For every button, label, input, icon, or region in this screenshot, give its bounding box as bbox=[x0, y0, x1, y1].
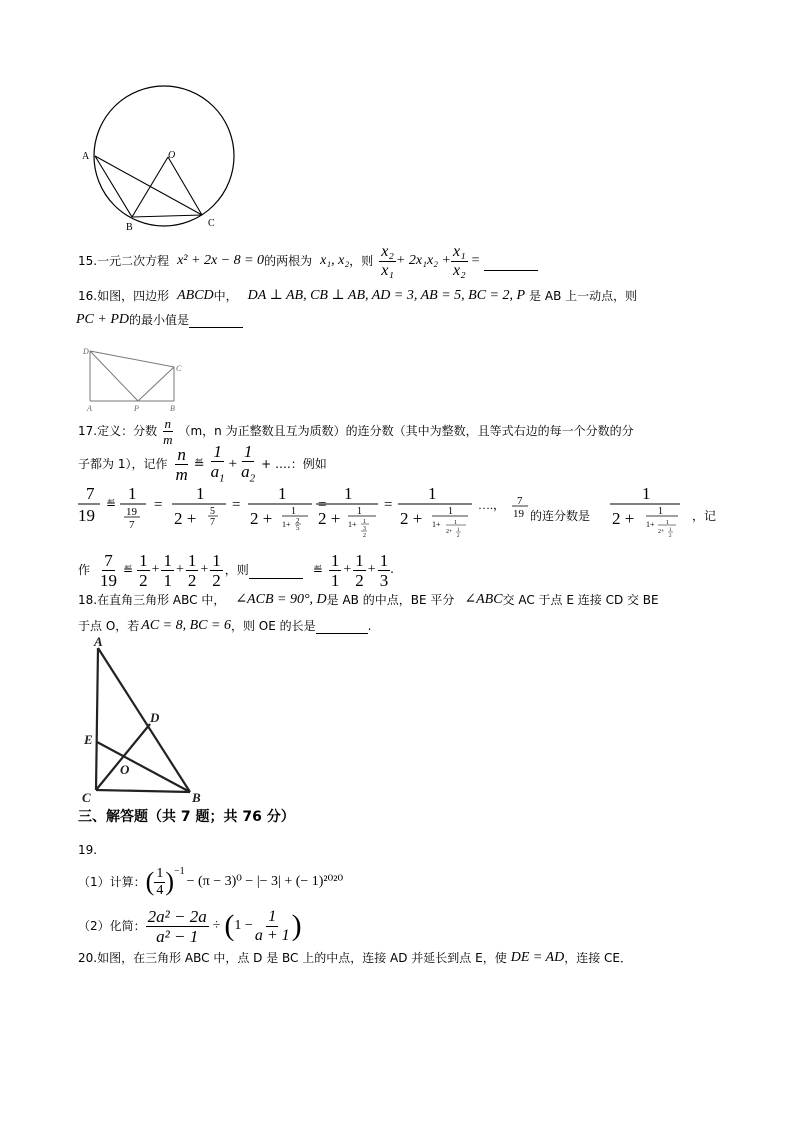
q19-p1-label: （1）计算： bbox=[78, 875, 146, 889]
label-b: B bbox=[192, 790, 201, 805]
segment-bo bbox=[132, 157, 168, 217]
q17-l4-g2: $\frac{1}{2}$ bbox=[355, 550, 364, 590]
svg-text:2: 2 bbox=[669, 534, 672, 539]
svg-text:1+: 1+ bbox=[348, 520, 357, 529]
q16-answer-blank[interactable] bbox=[189, 313, 243, 328]
continued-fraction-answer bbox=[606, 482, 686, 544]
svg-text:1: 1 bbox=[666, 520, 669, 526]
q17-l4-f3: $\frac{1}{2}$ bbox=[187, 550, 197, 590]
q17-line1-a: 17.定义：分数 bbox=[78, 424, 158, 438]
segment-be bbox=[97, 742, 190, 792]
q15-frac2-num: x₁ bbox=[453, 242, 466, 260]
q17-l4-f4: $\frac{1}{2}$ bbox=[212, 550, 221, 590]
q20-text-a: 20.如图，在三角形 ABC 中，点 D 是 BC 上的中点，连接 AD 并延长到点 E，使 bbox=[78, 951, 507, 965]
label-a: A bbox=[94, 636, 103, 649]
segment-ac bbox=[96, 648, 98, 790]
svg-text:1: 1 bbox=[457, 528, 460, 533]
q18-line2-b: ，则 OE 的长是 bbox=[230, 619, 316, 633]
question-18-line1 bbox=[78, 592, 659, 608]
label-c: C bbox=[82, 790, 91, 805]
q17-def-sym: ≝ bbox=[193, 456, 205, 471]
label-c: C bbox=[176, 364, 182, 373]
q18-line1-b: 是 AB 的中点，BE 平分 bbox=[326, 593, 455, 607]
ex-7-19-den: 19 bbox=[78, 506, 95, 525]
q18-answer-blank[interactable] bbox=[316, 619, 368, 634]
q18-line2-a: 于点 O，若 bbox=[78, 619, 140, 633]
svg-text:1+: 1+ bbox=[282, 520, 291, 529]
svg-text:1: 1 bbox=[454, 520, 457, 526]
svg-text:7: 7 bbox=[517, 495, 523, 507]
q17-l4-sym2: ≝ bbox=[312, 563, 323, 577]
label-d: D bbox=[83, 347, 89, 356]
q19-p1-rparen: ) bbox=[165, 867, 174, 896]
label-p: P bbox=[134, 404, 139, 413]
svg-text:2 +: 2 + bbox=[612, 509, 635, 528]
q16-prefix: 16.如图，四边形 bbox=[78, 289, 170, 303]
ex-sym: ≝ bbox=[106, 497, 117, 511]
q17-ji: ，记 bbox=[692, 509, 717, 523]
q17-line2-a: 子都为 1），记作 bbox=[78, 457, 168, 471]
q17-nm-num: n bbox=[164, 415, 172, 431]
q15-mid: 的两根为 bbox=[264, 254, 313, 268]
svg-text:2 +: 2 + bbox=[250, 509, 273, 528]
q15-answer-blank[interactable] bbox=[484, 252, 538, 271]
svg-text:2 +: 2 + bbox=[174, 509, 197, 528]
svg-text:1: 1 bbox=[669, 528, 672, 533]
triangle-figure bbox=[80, 636, 212, 806]
label-c: C bbox=[208, 218, 215, 229]
q16-line2-suffix: 的最小值是 bbox=[129, 313, 190, 327]
svg-text:1: 1 bbox=[357, 506, 362, 517]
label-a: A bbox=[87, 404, 92, 413]
svg-text:5: 5 bbox=[210, 506, 215, 517]
svg-text:=: = bbox=[232, 497, 241, 513]
q19-p1-lparen: ( bbox=[145, 867, 155, 896]
q15-prefix: 15.一元二次方程 bbox=[78, 254, 170, 268]
q17-def-a2: $\frac{1}{a_2}$ bbox=[241, 442, 256, 485]
q17-ex-text: 的连分数是 bbox=[530, 509, 591, 523]
q18-line1-c: 交 AC 于点 E 连接 CD 交 BE bbox=[502, 593, 659, 607]
label-o: O bbox=[120, 762, 130, 777]
svg-text:5: 5 bbox=[296, 524, 300, 532]
svg-text:1: 1 bbox=[128, 484, 137, 503]
q16-conditions: DA ⊥ AB, CB ⊥ AB, AD = 3, AB = 5, BC = 2, P bbox=[247, 288, 526, 303]
q18-period: . bbox=[367, 619, 372, 633]
q17-line4-b: ，则 bbox=[224, 563, 249, 577]
svg-text:1: 1 bbox=[344, 484, 353, 503]
q19-p2-label: （2）化简： bbox=[78, 919, 146, 933]
q17-l4-7-19: $\frac{7}{19}$ bbox=[100, 550, 118, 590]
q17-answer-blank[interactable] bbox=[249, 562, 303, 579]
q15-equation: x² + 2x − 8 = 0 bbox=[177, 253, 265, 268]
q16-zhong: 中， bbox=[213, 289, 238, 303]
svg-text:2+: 2+ bbox=[658, 529, 665, 535]
segment-cd bbox=[96, 724, 150, 790]
q16-quad: ABCD bbox=[177, 288, 214, 303]
q15-roots: x₁, x₂ bbox=[320, 253, 350, 268]
q18-line1-a: 18.在直角三角形 ABC 中， bbox=[78, 593, 226, 607]
question-16-line1 bbox=[78, 288, 637, 304]
segment-pc bbox=[138, 367, 174, 401]
quadrilateral-figure bbox=[82, 344, 192, 414]
q19-p2-inner: 1 − bbox=[234, 918, 253, 933]
q20-text-b: ，连接 CE． bbox=[564, 951, 633, 965]
q17-line4-a: 作 bbox=[78, 563, 91, 577]
segment-ac bbox=[95, 156, 202, 215]
q17-l4-sym: ≝ bbox=[123, 563, 134, 577]
svg-text:1: 1 bbox=[196, 484, 205, 503]
question-16-line2 bbox=[76, 312, 243, 328]
segment-bc bbox=[132, 215, 202, 217]
q19-p1-frac: $\frac{1}{4}$ bbox=[156, 865, 164, 898]
q17-def-nm: $\frac{n}{m}$ bbox=[175, 444, 188, 484]
q17-nm-den: m bbox=[163, 431, 173, 447]
svg-text:2: 2 bbox=[296, 517, 300, 525]
svg-text:2 +: 2 + bbox=[400, 509, 423, 528]
section-3-title: 三、解答题（共 7 题；共 76 分） bbox=[78, 809, 295, 825]
question-20 bbox=[78, 950, 632, 966]
q18-cond3: AC = 8, BC = 6 bbox=[141, 618, 231, 633]
segment-oc bbox=[168, 157, 202, 215]
q15-frac1 bbox=[379, 244, 396, 279]
ex-ellipsis: ….， bbox=[478, 498, 506, 512]
q17-line2-b: + ….：例如 bbox=[261, 457, 327, 471]
ex-7-19-num: 7 bbox=[86, 484, 95, 503]
svg-text:1: 1 bbox=[428, 484, 437, 503]
svg-text:2: 2 bbox=[457, 534, 460, 539]
circle-figure bbox=[78, 82, 238, 234]
q17-def-a1: $\frac{1}{a_1}$ bbox=[210, 442, 225, 485]
question-18-line2 bbox=[78, 618, 371, 634]
svg-text:1: 1 bbox=[291, 506, 296, 517]
q19-p1-expr: − (π − 3)⁰ − |− 3| + (− 1)²⁰²⁰ bbox=[186, 874, 344, 889]
question-15 bbox=[78, 244, 538, 278]
q19-p2-frac: $\frac{\text{2a² − 2a}}{\text{a² − 1}}$ bbox=[147, 906, 207, 946]
svg-text:3: 3 bbox=[363, 526, 366, 532]
q19-p2-lparen: ( bbox=[224, 909, 235, 942]
label-o: O bbox=[168, 150, 176, 161]
q19-p1-exp: −1 bbox=[173, 866, 185, 877]
circle-outline bbox=[94, 86, 234, 226]
q16-suffix: 是 AB 上一动点，则 bbox=[529, 289, 638, 303]
svg-text:2+: 2+ bbox=[446, 529, 453, 535]
q19-p2-rparen: ) bbox=[291, 909, 302, 942]
svg-text:1: 1 bbox=[448, 506, 453, 517]
question-17-line1 bbox=[78, 416, 634, 446]
svg-text:19: 19 bbox=[513, 508, 524, 520]
svg-text:=: = bbox=[154, 497, 163, 513]
q17-l4-g3: $\frac{1}{3}$ bbox=[379, 550, 389, 590]
svg-text:1+: 1+ bbox=[432, 520, 441, 529]
svg-text:=: = bbox=[384, 497, 393, 513]
q15-expr-mid: + 2x₁x₂ + bbox=[395, 253, 451, 268]
q18-cond1: ∠ACB = 90°, D bbox=[235, 592, 327, 607]
svg-text:1: 1 bbox=[642, 484, 651, 503]
q19-number: 19. bbox=[78, 843, 98, 857]
svg-text:=: = bbox=[318, 497, 327, 513]
q18-cond2: ∠ABC bbox=[464, 592, 503, 607]
label-d: D bbox=[150, 710, 160, 725]
q19-p2-div: ÷ bbox=[212, 918, 221, 933]
q19-part1 bbox=[78, 864, 343, 900]
question-17-line4: 作 $\frac{7}{19}$ ≝ $\frac{1}{2}$ + $\frac{1}{1}$ + $\frac{1}{2}$ + $\frac{1}{2}$ ，则 ≝ $\frac{1}{1}$ + $\frac{1}{2}$ + $\frac{1}{3}$ . bbox=[78, 550, 394, 590]
svg-text:2: 2 bbox=[363, 533, 366, 539]
svg-text:19: 19 bbox=[126, 506, 137, 518]
question-17-line2 bbox=[78, 442, 327, 485]
svg-text:1: 1 bbox=[658, 506, 663, 517]
svg-text:7: 7 bbox=[210, 517, 215, 528]
svg-text:1: 1 bbox=[278, 484, 287, 503]
label-b: B bbox=[126, 222, 133, 233]
svg-text:2 +: 2 + bbox=[318, 509, 341, 528]
label-e: E bbox=[84, 732, 93, 747]
svg-text:1+: 1+ bbox=[646, 520, 655, 529]
q16-expr: PC + PD bbox=[76, 312, 129, 327]
q15-frac1-num: x₂ bbox=[381, 242, 394, 260]
q15-frac2-den: x₂ bbox=[453, 261, 466, 279]
q17-l4-f2: $\frac{1}{1}$ bbox=[163, 550, 172, 590]
q15-frac1-den: x₁ bbox=[381, 261, 394, 279]
q15-eq: = bbox=[471, 253, 480, 268]
q15-frac2 bbox=[451, 244, 468, 279]
question-17-example bbox=[76, 482, 716, 544]
q20-expr: DE = AD bbox=[510, 950, 565, 965]
q19-p2-inner-frac: $\frac{1}{a + 1}$ bbox=[254, 907, 290, 944]
label-b: B bbox=[170, 404, 175, 413]
q17-line1-b: （m，n 为正整数且互为质数）的连分数（其中为整数，且等式右边的每一个分数的分 bbox=[178, 424, 634, 438]
label-a: A bbox=[82, 151, 90, 162]
q19-part2 bbox=[78, 904, 302, 948]
q17-nm-frac bbox=[161, 417, 174, 446]
q15-comma: ，则 bbox=[349, 254, 374, 268]
q17-l4-g1: $\frac{1}{1}$ bbox=[330, 550, 340, 590]
svg-text:1: 1 bbox=[363, 519, 366, 525]
q17-def-plus: + bbox=[228, 456, 238, 472]
q17-l4-f1: $\frac{1}{2}$ bbox=[139, 550, 148, 590]
segment-cb bbox=[96, 790, 190, 792]
svg-text:7: 7 bbox=[129, 519, 135, 531]
